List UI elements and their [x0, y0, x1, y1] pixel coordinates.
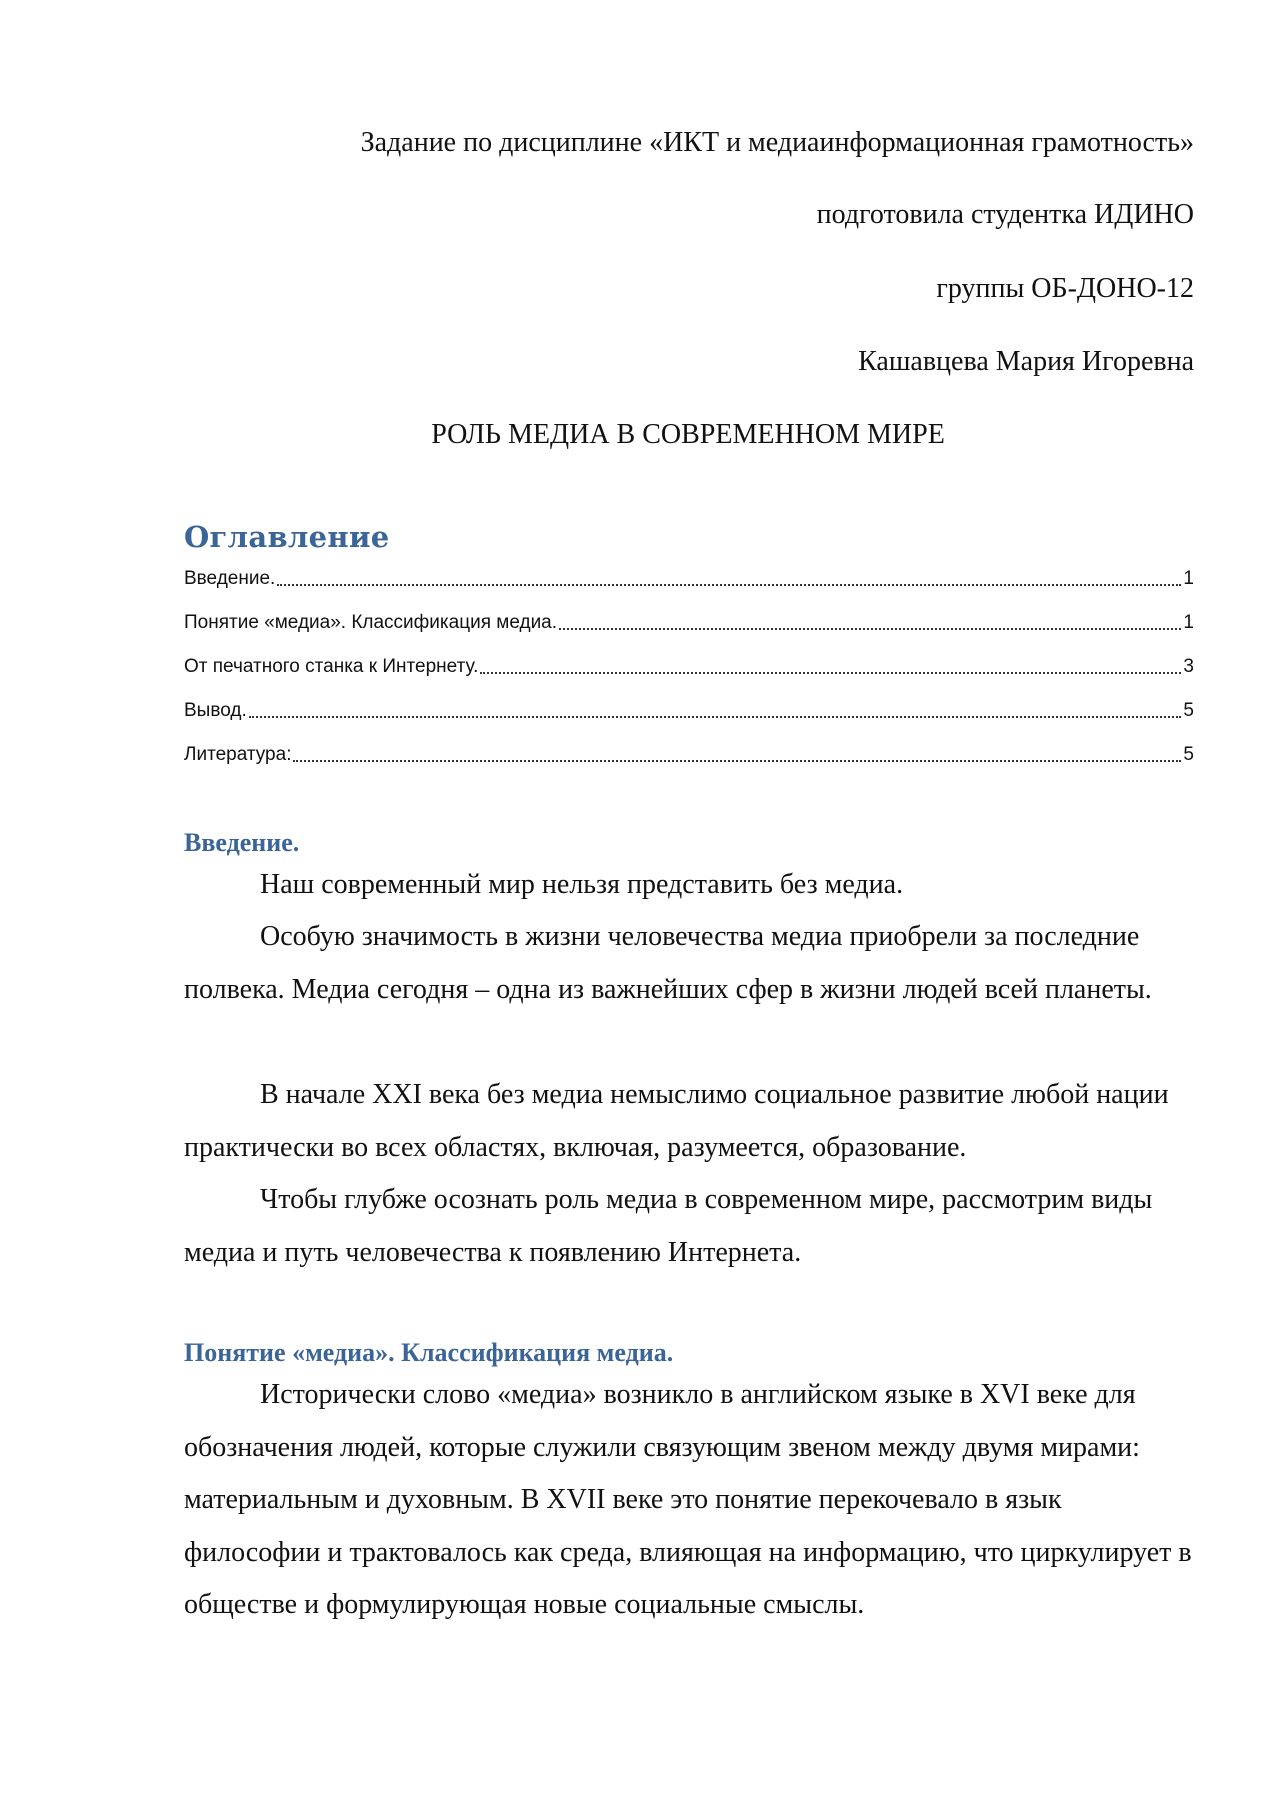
- intro-paragraph: Особую значимость в жизни человечества медиа приобрели за последние полвека. Медиа сегодня – одна из важнейших сфер в жизни людей всей планеты.: [184, 921, 1152, 1005]
- author-line: подготовила студентка ИДИНО: [816, 199, 1194, 230]
- toc-entry-label: Литература:: [184, 744, 292, 765]
- toc-entry-label: Понятие «медиа». Классификация медиа.: [184, 612, 558, 633]
- toc-entry-label: Вывод.: [184, 700, 247, 721]
- toc-entry-media-concept[interactable]: [184, 610, 1194, 636]
- document-title: РОЛЬ МЕДИА В СОВРЕМЕННОМ МИРЕ: [431, 419, 945, 450]
- toc-entry-page: 5: [1183, 744, 1194, 765]
- concept-paragraph: Исторически слово «медиа» возникло в английском языке в XVI веке для обозначения людей, которые служили связующим звеном между двумя мирами: материальным и духовным. В XVII веке это понятие перекочевало в язык философии и трактовалось как среда, влияющая на информацию, что циркулирует в обществе и формулирующая новые социальные смыслы.: [184, 1379, 1192, 1620]
- author-name: Кашавцева Мария Игоревна: [858, 346, 1194, 377]
- toc-entry-page: 5: [1183, 700, 1194, 721]
- assignment-line: Задание по дисциплине «ИКТ и медиаинформационная грамотность»: [360, 127, 1194, 158]
- intro-paragraph: Наш современный мир нельзя представить без медиа.: [260, 869, 904, 900]
- toc-entry-conclusion[interactable]: [184, 698, 1194, 724]
- intro-paragraph: В начале XXI века без медиа немыслимо социальное развитие любой нации практически во всех областях, включая, разумеется, образование.: [184, 1079, 1169, 1163]
- toc-entry-printing-to-internet[interactable]: [184, 654, 1194, 680]
- toc-heading: Оглавление: [184, 520, 390, 554]
- toc-entry-introduction[interactable]: [184, 566, 1194, 592]
- toc-leader-dots: [277, 584, 1181, 586]
- toc-entry-label: Введение.: [184, 568, 276, 589]
- toc-leader-dots: [559, 628, 1181, 630]
- toc-leader-dots: [249, 716, 1182, 718]
- toc-entry-page: 3: [1183, 656, 1194, 677]
- toc-entry-literature[interactable]: [184, 742, 1194, 768]
- toc-leader-dots: [293, 760, 1181, 762]
- intro-paragraph: Чтобы глубже осознать роль медиа в современном мире, рассмотрим виды медиа и путь человечества к появлению Интернета.: [184, 1184, 1153, 1268]
- toc-entry-label: От печатного станка к Интернету.: [184, 656, 479, 677]
- toc-entry-page: 1: [1183, 612, 1194, 633]
- section-heading-introduction: Введение.: [184, 828, 300, 857]
- toc-leader-dots: [480, 672, 1181, 674]
- section-heading-media-concept: Понятие «медиа». Классификация медиа.: [184, 1338, 674, 1367]
- toc-entry-page: 1: [1183, 568, 1194, 589]
- group-line: группы ОБ-ДОНО-12: [936, 273, 1194, 304]
